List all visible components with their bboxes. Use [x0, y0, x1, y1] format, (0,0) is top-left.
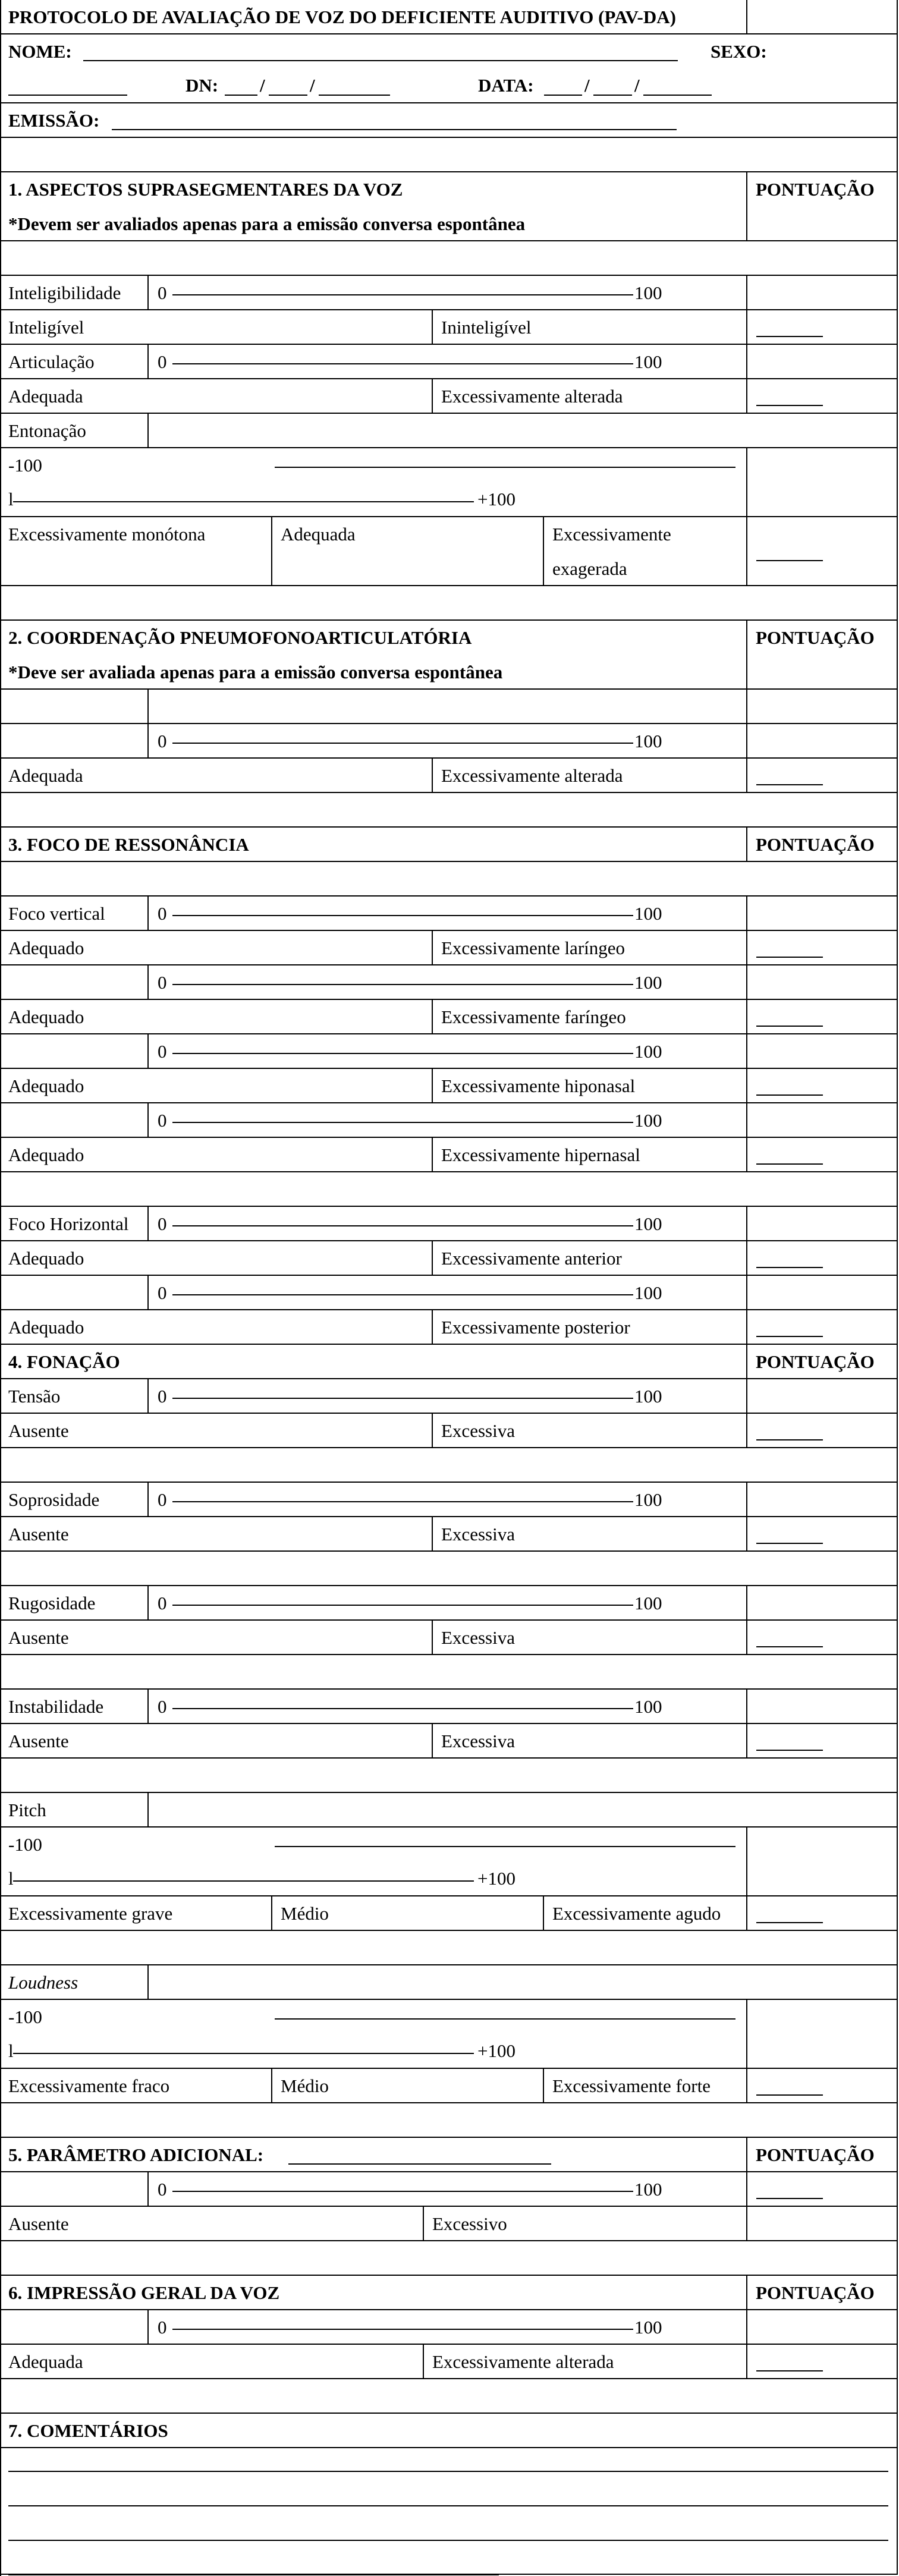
- score-cell: [747, 1517, 898, 1552]
- scale-max: 100: [634, 351, 662, 372]
- anchor-excessivo: Excessivo: [424, 2207, 747, 2241]
- section-4-header-title: 4. FONAÇÃO: [8, 1351, 120, 1372]
- anchor-adequada: Adequada: [0, 2345, 424, 2379]
- score-field[interactable]: [756, 1750, 823, 1751]
- spacer: [0, 1759, 898, 1793]
- score-cell: [747, 1896, 898, 1931]
- anchor-excessivamente-laringeo: Excessivamente laríngeo: [433, 931, 747, 965]
- emission-row: [0, 103, 898, 138]
- spacer: [0, 586, 898, 621]
- dn-month[interactable]: [269, 95, 307, 96]
- scale-line-upper[interactable]: [275, 2018, 735, 2020]
- date-label: DATA:: [478, 75, 534, 96]
- rugosidade-label: Rugosidade: [0, 1586, 149, 1621]
- scale-min-neg: -100: [8, 1834, 42, 1855]
- dn-day[interactable]: [225, 95, 257, 96]
- score-cell: [747, 2172, 898, 2207]
- scale-label-cell: [0, 1103, 149, 1138]
- spacer: [0, 2103, 898, 2138]
- spacer: [0, 2379, 898, 2414]
- scale-max-pos: +100: [477, 1868, 515, 1889]
- scale-max: 100: [634, 2317, 662, 2338]
- date-day[interactable]: [544, 95, 582, 96]
- name-label: NOME:: [8, 41, 72, 62]
- score-field[interactable]: [756, 336, 823, 337]
- anchor-adequado: Adequado: [0, 1138, 433, 1172]
- scale-line[interactable]: [172, 1225, 633, 1226]
- section-7-header: 7. COMENTÁRIOS: [0, 2414, 898, 2448]
- section-1-header-note: *Devem ser avaliados apenas para a emissão conversa espontânea: [8, 213, 526, 234]
- section-3-header-title: 3. FOCO DE RESSONÂNCIA: [8, 834, 249, 855]
- spacer: [0, 2241, 898, 2276]
- scale-min: 0: [158, 2317, 167, 2338]
- score-blank: [747, 1483, 898, 1517]
- anchor-excessivamente-monotona: Excessivamente monótona: [0, 517, 272, 586]
- anchor-excessivamente-alterada: Excessivamente alterada: [433, 379, 747, 414]
- score-blank: [747, 1034, 898, 1069]
- spacer: [0, 862, 898, 897]
- scale-max: 100: [634, 1386, 662, 1407]
- scale-blank: [149, 414, 898, 448]
- anchor-excessivamente-alterada: Excessivamente alterada: [433, 759, 747, 793]
- tensao-label: Tensão: [0, 1379, 149, 1414]
- anchor-excessiva: Excessiva: [433, 1724, 747, 1759]
- score-cell: [747, 1724, 898, 1759]
- anchor-adequada: Adequada: [0, 759, 433, 793]
- scale-max-pos: +100: [477, 2040, 515, 2061]
- scale-label-cell: [0, 1276, 149, 1310]
- score-cell: [747, 931, 898, 965]
- score-cell: [747, 1241, 898, 1276]
- scale-line[interactable]: [172, 363, 633, 364]
- name-field-continued[interactable]: [8, 95, 127, 96]
- comment-line-3[interactable]: [8, 2540, 888, 2541]
- date-year[interactable]: [643, 95, 712, 96]
- instabilidade-label: Instabilidade: [0, 1690, 149, 1724]
- score-blank: [747, 965, 898, 1000]
- score-blank: [747, 1586, 898, 1621]
- anchor-ausente: Ausente: [0, 1724, 433, 1759]
- articulacao-label: Articulação: [0, 345, 149, 379]
- scale-min: 0: [158, 1213, 167, 1234]
- score-cell: [747, 379, 898, 414]
- anchor-excessiva: Excessiva: [433, 1517, 747, 1552]
- foco-horizontal-label: Foco Horizontal: [0, 1207, 149, 1241]
- pontuacao-header: PONTUAÇÃO: [747, 828, 898, 862]
- scale-line[interactable]: [172, 984, 633, 985]
- spacer: [0, 793, 898, 828]
- score-field[interactable]: [756, 2370, 823, 2371]
- scale-min-neg: -100: [8, 455, 42, 476]
- soprosidade-label: Soprosidade: [0, 1483, 149, 1517]
- anchor-ausente: Ausente: [0, 2207, 424, 2241]
- date-month[interactable]: [593, 95, 632, 96]
- score-cell: [747, 2069, 898, 2103]
- section-2-header-title: 2. COORDENAÇÃO PNEUMOFONOARTICULATÓRIA: [8, 627, 472, 648]
- score-blank: [747, 276, 898, 310]
- anchor-ausente: Ausente: [0, 1517, 433, 1552]
- anchor-ininteligivel: Ininteligível: [433, 310, 747, 345]
- score-blank: [747, 1690, 898, 1724]
- score-blank: [747, 1379, 898, 1414]
- scale-line[interactable]: [172, 1708, 633, 1709]
- anchor-adequada: Adequada: [272, 517, 544, 586]
- dn-slash-2: /: [310, 75, 315, 96]
- scale-max: 100: [634, 1696, 662, 1717]
- scale-min: 0: [158, 1489, 167, 1510]
- spacer: [0, 1931, 898, 1965]
- blank-cell: [149, 690, 747, 724]
- scale-line[interactable]: [172, 1053, 633, 1054]
- scale-max: 100: [634, 1110, 662, 1131]
- anchor-excessivamente-posterior: Excessivamente posterior: [433, 1310, 747, 1345]
- score-cell: [747, 759, 898, 793]
- emission-field[interactable]: [112, 129, 677, 130]
- bipolar-scale-cell: [0, 448, 747, 517]
- anchor-medio: Médio: [272, 2069, 544, 2103]
- comment-line-4[interactable]: [8, 2574, 499, 2575]
- scale-label-cell: [0, 724, 149, 759]
- anchor-excessivamente-agudo: Excessivamente agudo: [544, 1896, 747, 1931]
- bipolar-scale-cell: [0, 1828, 747, 1896]
- scale-line-upper[interactable]: [275, 467, 735, 468]
- score-field[interactable]: [756, 957, 823, 958]
- anchor-exagerada-line-1: Excessivamente: [552, 524, 671, 545]
- scale-line[interactable]: [172, 1122, 633, 1123]
- scale-min: 0: [158, 1696, 167, 1717]
- scale-min: 0: [158, 1386, 167, 1407]
- pitch-label: Pitch: [0, 1793, 149, 1828]
- scale-max: 100: [634, 1593, 662, 1613]
- scale-line-upper[interactable]: [275, 1846, 735, 1847]
- date-slash-2: /: [634, 75, 640, 96]
- scale-line[interactable]: [172, 743, 633, 744]
- sex-label: SEXO:: [711, 41, 767, 62]
- score-field[interactable]: [756, 1439, 823, 1440]
- spacer: [0, 1448, 898, 1483]
- score-blank: [747, 2310, 898, 2345]
- anchor-inteligivel: Inteligível: [0, 310, 433, 345]
- anchor-adequada: Adequada: [0, 379, 433, 414]
- score-blank: [747, 2000, 898, 2069]
- score-blank: [747, 448, 898, 517]
- anchor-medio: Médio: [272, 1896, 544, 1931]
- scale-line[interactable]: [172, 2329, 633, 2330]
- emission-label: EMISSÃO:: [8, 110, 100, 131]
- anchor-excessivamente-anterior: Excessivamente anterior: [433, 1241, 747, 1276]
- anchor-ausente: Ausente: [0, 1621, 433, 1655]
- scale-line[interactable]: [172, 1294, 633, 1295]
- score-cell: [747, 517, 898, 586]
- inteligibilidade-label: Inteligibilidade: [0, 276, 149, 310]
- anchor-adequado: Adequado: [0, 1000, 433, 1034]
- anchor-adequado: Adequado: [0, 931, 433, 965]
- bipolar-scale-cell: [0, 2000, 747, 2069]
- spacer: [0, 138, 898, 172]
- anchor-ausente: Ausente: [0, 1414, 433, 1448]
- score-field[interactable]: [756, 1922, 823, 1923]
- spacer: [0, 1172, 898, 1207]
- score-field[interactable]: [756, 2094, 823, 2096]
- scale-min: 0: [158, 972, 167, 993]
- scale-tick: l: [8, 489, 14, 509]
- comments-box: [0, 2448, 898, 2575]
- anchor-adequado: Adequado: [0, 1241, 433, 1276]
- scale-blank: [149, 1793, 898, 1828]
- score-field[interactable]: [756, 2198, 823, 2199]
- pontuacao-header: PONTUAÇÃO: [747, 1345, 898, 1379]
- scale-label-cell: [0, 965, 149, 1000]
- scale-max: 100: [634, 282, 662, 303]
- header-blank: [747, 0, 898, 34]
- scale-line[interactable]: [172, 1605, 633, 1606]
- pontuacao-header: PONTUAÇÃO: [747, 2138, 898, 2172]
- score-field[interactable]: [756, 1267, 823, 1268]
- scale-min: 0: [158, 1041, 167, 1062]
- scale-max: 100: [634, 1489, 662, 1510]
- scale-max: 100: [634, 972, 662, 993]
- anchor-excessiva: Excessiva: [433, 1414, 747, 1448]
- anchor-excessivamente-alterada: Excessivamente alterada: [424, 2345, 747, 2379]
- score-cell: [747, 1069, 898, 1103]
- anchor-excessivamente-hiponasal: Excessivamente hiponasal: [433, 1069, 747, 1103]
- scale-line-lower[interactable]: [13, 501, 474, 502]
- section-6-header-title: 6. IMPRESSÃO GERAL DA VOZ: [8, 2282, 280, 2303]
- score-cell: [747, 2345, 898, 2379]
- anchor-excessivamente-exagerada: [544, 517, 747, 586]
- anchor-exagerada-line-2: exagerada: [552, 558, 627, 579]
- name-field[interactable]: [83, 60, 678, 61]
- section-5-title: 5. PARÂMETRO ADICIONAL:: [8, 2144, 264, 2165]
- score-blank: [747, 1276, 898, 1310]
- scale-max: 100: [634, 1041, 662, 1062]
- score-cell: [747, 1310, 898, 1345]
- date-slash-1: /: [584, 75, 590, 96]
- section-2-header-note: *Deve ser avaliada apenas para a emissão conversa espontânea: [8, 662, 503, 682]
- score-field[interactable]: [756, 560, 823, 561]
- scale-min: 0: [158, 351, 167, 372]
- scale-line[interactable]: [172, 915, 633, 916]
- section-1-header-title: 1. ASPECTOS SUPRASEGMENTARES DA VOZ: [8, 179, 403, 200]
- scale-label-cell: [0, 1034, 149, 1069]
- score-blank: [747, 345, 898, 379]
- score-field[interactable]: [756, 405, 823, 406]
- scale-tick: l: [8, 2040, 14, 2061]
- score-cell: [747, 1621, 898, 1655]
- scale-min: 0: [158, 1110, 167, 1131]
- scale-max: 100: [634, 1282, 662, 1303]
- anchor-excessivamente-forte: Excessivamente forte: [544, 2069, 747, 2103]
- spacer: [0, 1552, 898, 1586]
- score-cell: [747, 1414, 898, 1448]
- foco-vertical-label: Foco vertical: [0, 897, 149, 931]
- blank-cell: [0, 690, 149, 724]
- dn-year[interactable]: [319, 95, 390, 96]
- scale-line[interactable]: [172, 1501, 633, 1502]
- score-field[interactable]: [756, 1336, 823, 1337]
- score-cell: [747, 1000, 898, 1034]
- spacer: [0, 1655, 898, 1690]
- score-blank: [747, 2207, 898, 2241]
- pontuacao-header: PONTUAÇÃO: [747, 621, 898, 690]
- score-field[interactable]: [756, 1543, 823, 1544]
- score-cell: [747, 1138, 898, 1172]
- score-field[interactable]: [756, 1026, 823, 1027]
- score-blank: [747, 1103, 898, 1138]
- pontuacao-header: PONTUAÇÃO: [747, 172, 898, 241]
- scale-label-cell: [0, 2310, 149, 2345]
- comment-line-2[interactable]: [8, 2505, 888, 2506]
- scale-line[interactable]: [172, 2191, 633, 2192]
- spacer: [0, 241, 898, 276]
- scale-line-lower[interactable]: [13, 1880, 474, 1882]
- scale-max: 100: [634, 903, 662, 924]
- anchor-excessivamente-hipernasal: Excessivamente hipernasal: [433, 1138, 747, 1172]
- anchor-adequado: Adequado: [0, 1310, 433, 1345]
- pontuacao-header: PONTUAÇÃO: [747, 2276, 898, 2310]
- scale-tick: l: [8, 1868, 14, 1889]
- scale-line[interactable]: [172, 294, 633, 295]
- anchor-excessivamente-fraco: Excessivamente fraco: [0, 2069, 272, 2103]
- scale-blank: [149, 1965, 898, 2000]
- score-blank: [747, 690, 898, 724]
- scale-min: 0: [158, 1282, 167, 1303]
- parametro-field[interactable]: [288, 2163, 551, 2165]
- scale-max: 100: [634, 731, 662, 751]
- anchor-adequado: Adequado: [0, 1069, 433, 1103]
- scale-min: 0: [158, 731, 167, 751]
- scale-min: 0: [158, 1593, 167, 1613]
- scale-label-cell: [0, 2172, 149, 2207]
- scale-max: 100: [634, 2179, 662, 2200]
- comment-line-1[interactable]: [8, 2471, 888, 2472]
- anchor-excessiva: Excessiva: [433, 1621, 747, 1655]
- scale-min: 0: [158, 282, 167, 303]
- dn-slash-1: /: [260, 75, 265, 96]
- score-cell: [747, 310, 898, 345]
- form-title: PROTOCOLO DE AVALIAÇÃO DE VOZ DO DEFICIENTE AUDITIVO (PAV-DA): [0, 0, 747, 34]
- score-field[interactable]: [756, 1163, 823, 1165]
- scale-min: 0: [158, 2179, 167, 2200]
- score-blank: [747, 724, 898, 759]
- dn-label: DN:: [186, 75, 219, 96]
- loudness-label: Loudness: [0, 1965, 149, 2000]
- scale-line[interactable]: [172, 1398, 633, 1399]
- score-field[interactable]: [756, 1646, 823, 1647]
- scale-min-neg: -100: [8, 2006, 42, 2027]
- scale-min: 0: [158, 903, 167, 924]
- anchor-excessivamente-faringeo: Excessivamente faríngeo: [433, 1000, 747, 1034]
- score-blank: [747, 897, 898, 931]
- score-blank: [747, 1207, 898, 1241]
- anchor-excessivamente-grave: Excessivamente grave: [0, 1896, 272, 1931]
- score-field[interactable]: [756, 1094, 823, 1096]
- score-blank: [747, 1828, 898, 1896]
- scale-max-pos: +100: [477, 489, 515, 509]
- scale-max: 100: [634, 1213, 662, 1234]
- entonacao-label: Entonação: [0, 414, 149, 448]
- scale-line-lower[interactable]: [13, 2053, 474, 2054]
- score-field[interactable]: [756, 784, 823, 785]
